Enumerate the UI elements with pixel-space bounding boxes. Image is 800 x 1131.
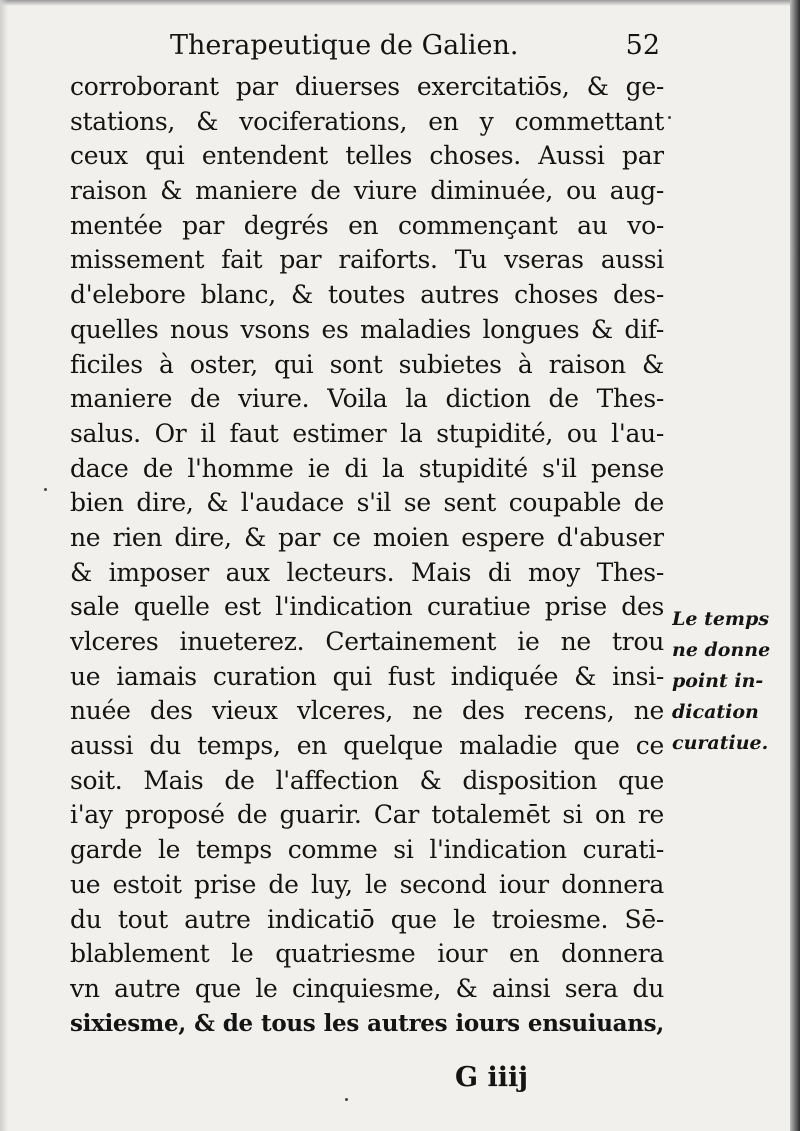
text-line: garde le temps comme si l'indication curati- (70, 835, 664, 865)
text-line: ne rien dire, & par ce moien espere d'abuser (70, 522, 664, 552)
text-line: du tout autre indicatiō que le troiesme. Sē- (70, 904, 664, 934)
text-line: i'ay proposé de guarir. Car totalemēt si on re (70, 800, 664, 830)
text-line: corroborant par diuerses exercitatiōs, & ge- (70, 72, 664, 101)
text-line: raison & maniere de viure diminuée, ou aug- (70, 176, 664, 206)
text-line: ceux qui entendent telles choses. Aussi par (70, 141, 664, 171)
scan-edge-left (0, 0, 8, 1131)
text-line: vlceres inueterez. Certainement ie ne trou (70, 627, 664, 656)
text-line: d'elebore blanc, & toutes autres choses des- (70, 280, 664, 310)
text-line: quelles nous vsons es maladies longues & dif- (70, 314, 664, 344)
text-line: dace de l'homme ie di la stupidité s'il pense (70, 453, 664, 483)
marginal-note-line: ne donne (672, 639, 771, 661)
text-line: soit. Mais de l'affection & disposition que (70, 765, 664, 795)
ink-speck (44, 488, 47, 491)
scan-edge-top (0, 0, 800, 6)
running-title: Therapeutique de Galien. (170, 30, 519, 61)
ink-speck (668, 116, 671, 119)
text-line: sale quelle est l'indication curatiue prise des (70, 592, 664, 622)
text-line: stations, & vociferations, en y commettant (70, 106, 664, 136)
text-line: nuée des vieux vlceres, ne des recens, ne (70, 696, 664, 726)
running-head (70, 30, 660, 70)
text-line: ue estoit prise de luy, le second iour donnera (70, 869, 664, 899)
body-text (70, 70, 664, 1041)
text-line: maniere de viure. Voila la diction de Thes- (70, 384, 664, 414)
marginal-note (672, 604, 788, 759)
signature-mark: G iiij (455, 1062, 528, 1093)
marginal-note-line: dication (672, 701, 759, 723)
marginal-note-line: curatiue. (672, 732, 769, 754)
text-line: blablement le quatriesme iour en donnera (70, 939, 664, 969)
text-line: bien dire, & l'audace s'il se sent coupable de (70, 488, 664, 518)
ink-speck (345, 1098, 348, 1101)
text-line: ficiles à oster, qui sont subietes à raison & (70, 349, 664, 379)
page-number: 52 (625, 30, 660, 61)
scan-edge-right (790, 0, 800, 1131)
text-line: salus. Or il faut estimer la stupidité, ou l'au- (70, 418, 664, 448)
marginal-note-line: point in- (672, 670, 764, 692)
text-line: aussi du temps, en quelque maladie que ce (70, 731, 664, 761)
text-line: sixiesme, & de tous les autres iours ensuiuans, (70, 1009, 664, 1037)
text-line: mentée par degrés en commençant au vo- (70, 210, 664, 240)
text-line: ue iamais curation qui fust indiquée & insi- (70, 661, 664, 691)
text-line: vn autre que le cinquiesme, & ainsi sera du (70, 973, 664, 1003)
marginal-note-line: Le temps (672, 608, 770, 630)
text-line: & imposer aux lecteurs. Mais di moy Thes- (70, 557, 664, 587)
text-line: missement fait par raiforts. Tu vseras aussi (70, 245, 664, 275)
